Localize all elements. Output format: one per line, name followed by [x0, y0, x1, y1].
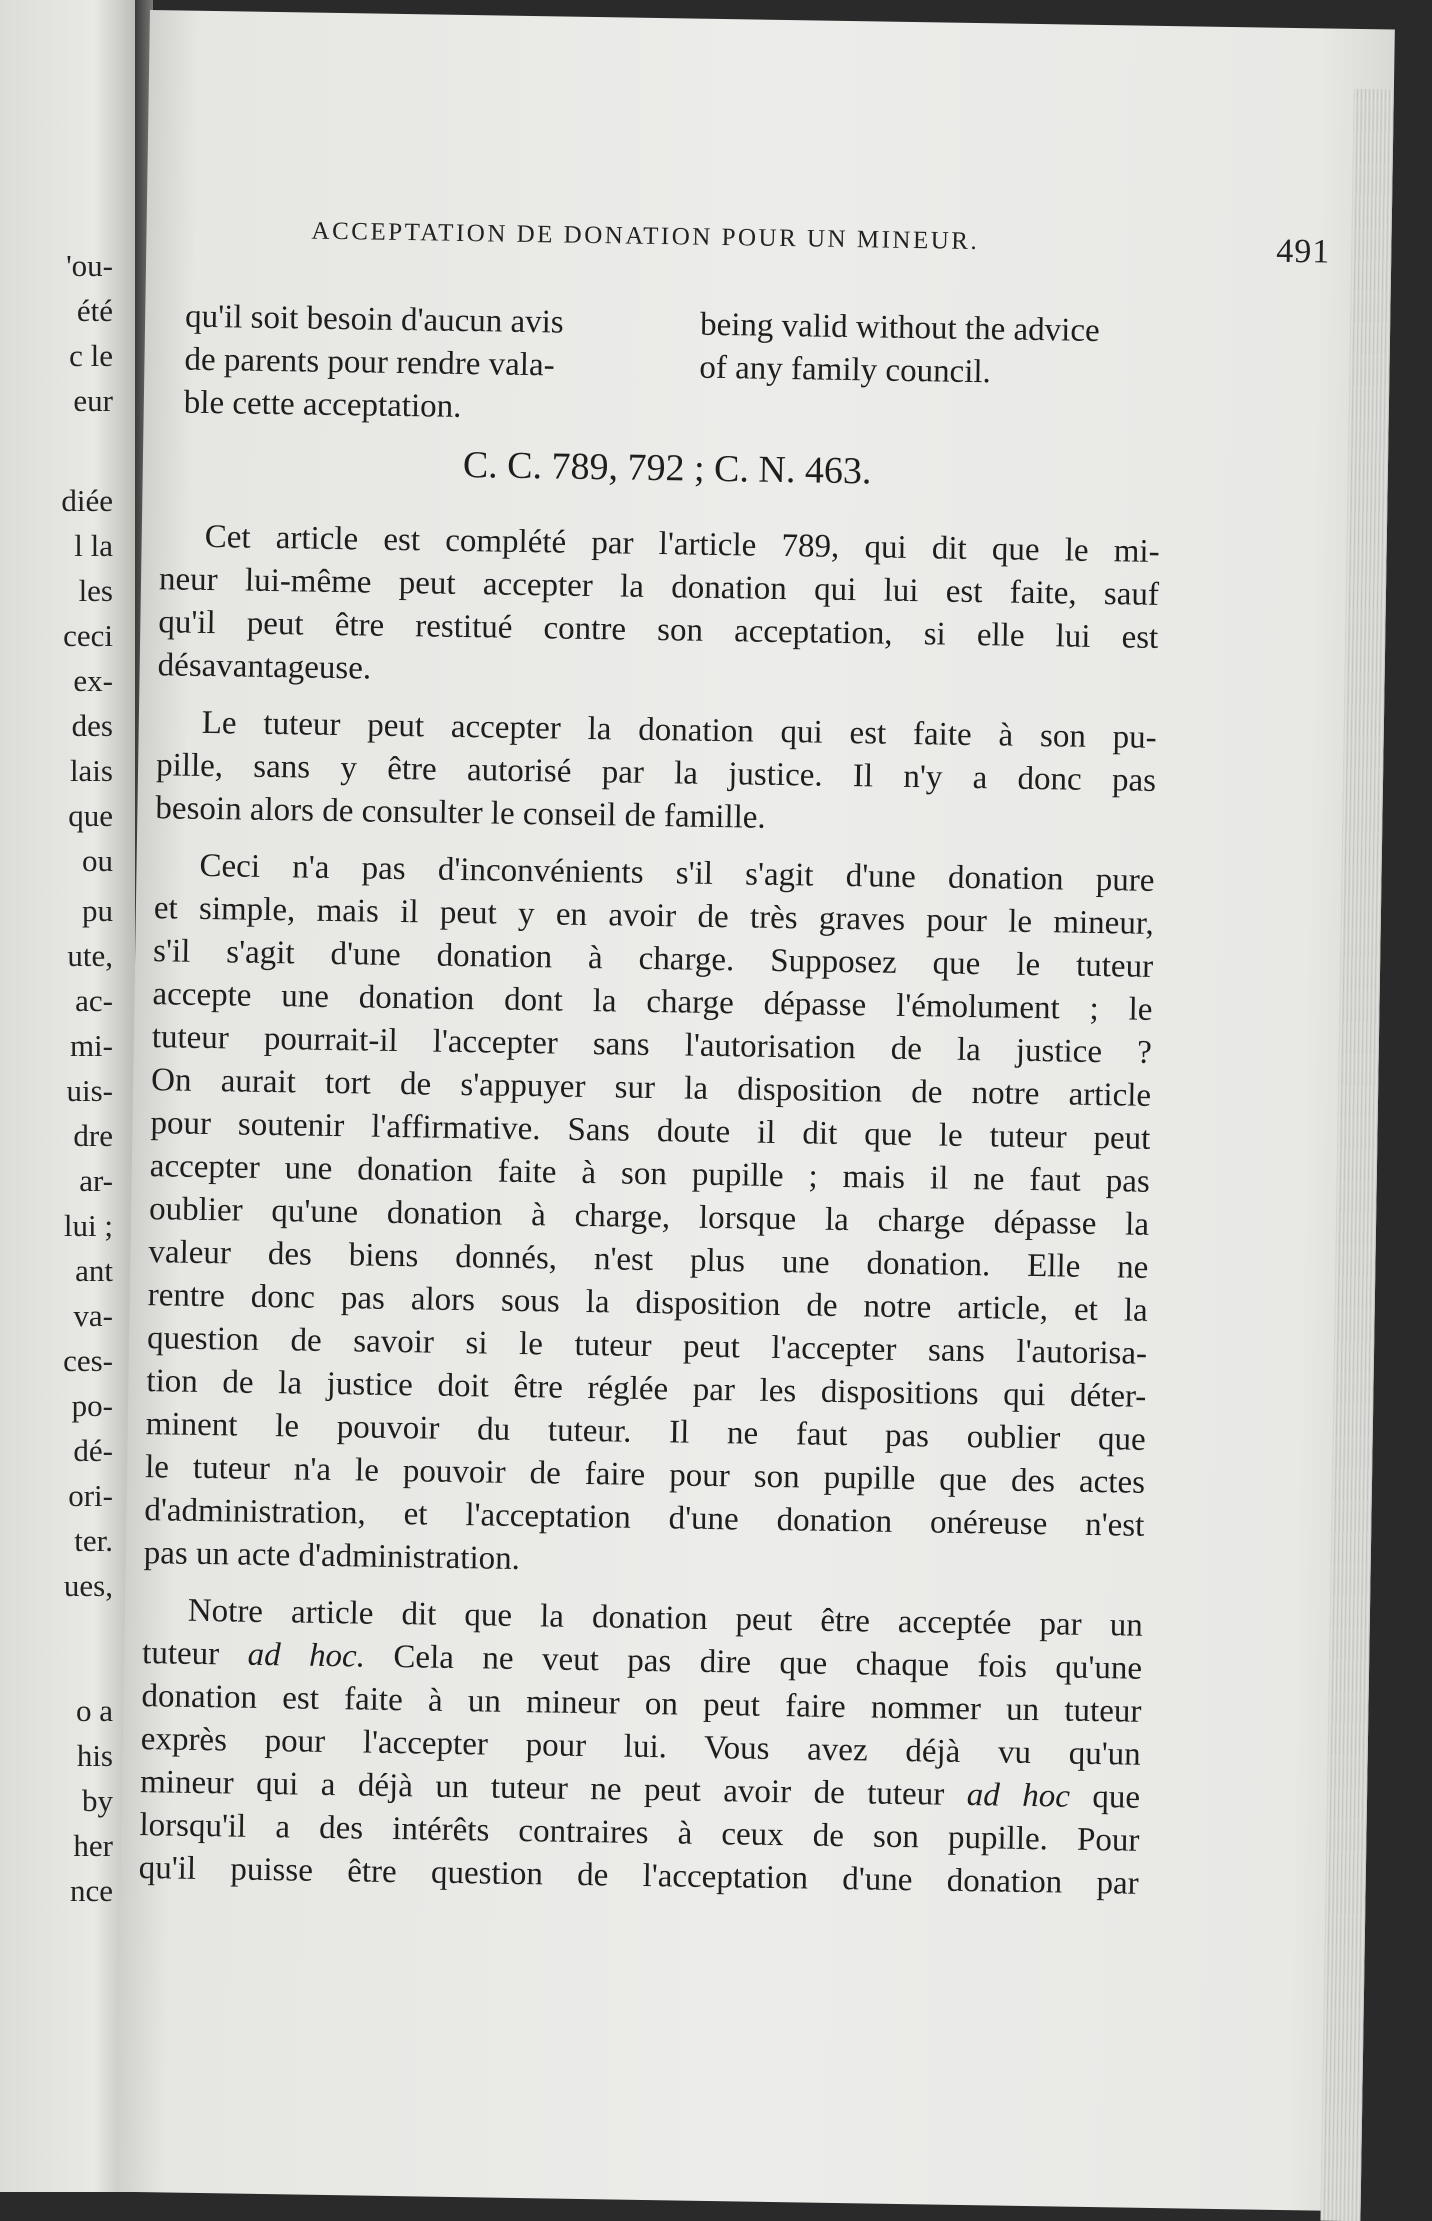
text-line: accepte une donation dont la charge dépasse l'émolument ; le — [152, 976, 1153, 1028]
code-citation: C. C. 789, 792 ; C. N. 463. — [462, 443, 872, 493]
facing-page-fragment: ute, — [67, 938, 113, 973]
text-line: question de savoir si le tuteur peut l'accepter sans l'autorisa- — [146, 1320, 1148, 1372]
text-line: Notre article dit que la donation peut être acceptée par un — [187, 1592, 1144, 1644]
text-line: pour soutenir l'affirmative. Sans doute il dit que le tuteur peut — [150, 1105, 1151, 1157]
facing-page-fragment: l la — [74, 528, 113, 563]
running-header — [311, 217, 1331, 271]
facing-page-fragment: lui ; — [63, 1208, 113, 1243]
facing-page-fragment: va- — [73, 1298, 113, 1333]
facing-page-fragment: les — [78, 573, 113, 608]
english-line: being valid without the advice — [699, 306, 1100, 349]
facing-page-fragment: dre — [73, 1118, 113, 1153]
text-line: qu'il peut être restitué contre son acceptation, si elle lui est — [158, 604, 1159, 656]
text-line: désavantageuse. — [157, 647, 372, 687]
text-line: Ceci n'a pas d'inconvénients s'il s'agit d'une donation pure — [199, 847, 1155, 899]
french-line: ble cette acceptation. — [183, 384, 462, 425]
facing-page-fragment: ces- — [63, 1343, 113, 1378]
facing-page-fragment: eur — [73, 383, 113, 418]
facing-page-fragment: po- — [71, 1388, 113, 1423]
text-line: accepter une donation faite à son pupille ; mais il ne faut pas — [149, 1148, 1150, 1200]
text-run: tuteur — [141, 1635, 248, 1673]
paragraph — [143, 844, 1154, 1591]
facing-page-fragment: été — [76, 293, 113, 328]
facing-page-fragment: 'ou- — [66, 248, 113, 283]
text-line: pas un acte d'administration. — [143, 1535, 521, 1577]
italic-term: ad hoc — [966, 1777, 1071, 1815]
facing-page-fragment: que — [68, 798, 113, 833]
text-line: rentre donc pas alors sous la disposition de notre article, et la — [147, 1277, 1148, 1329]
facing-page-fragment: ou — [82, 843, 113, 878]
text-line: le tuteur n'a le pouvoir de faire pour son pupille que des actes — [144, 1449, 1146, 1501]
paragraph — [157, 515, 1160, 703]
text-line: Le tuteur peut accepter la donation qui est faite à son pu- — [201, 704, 1157, 756]
text-run: que — [1069, 1778, 1141, 1816]
paragraph — [155, 701, 1157, 846]
running-title: ACCEPTATION DE DONATION POUR UN MINEUR. — [311, 217, 980, 256]
facing-page-fragment: ac- — [75, 983, 113, 1018]
facing-page-fragment: ceci — [63, 618, 113, 653]
english-line: of any family council. — [699, 349, 992, 391]
facing-page-fragment: uis- — [66, 1073, 113, 1108]
text-line: tuteur pourrait-il l'accepter sans l'autorisation de la justice ? — [151, 1019, 1153, 1071]
book-page — [116, 10, 1395, 2211]
facing-page-fragment: o a — [75, 1693, 113, 1728]
text-run: Cela ne veut pas dire que chaque fois qu'une — [364, 1638, 1143, 1687]
facing-page-fragment: ant — [75, 1253, 113, 1288]
french-line: qu'il soit besoin d'aucun avis — [184, 298, 564, 341]
text-line: Cet article est complété par l'article 789, qui dit que le mi- — [204, 518, 1160, 570]
text-run: mineur qui a déjà un tuteur ne peut avoir de tuteur — [139, 1764, 968, 1814]
page-number: 491 — [1276, 232, 1331, 271]
facing-page-fragment: nce — [69, 1873, 113, 1908]
italic-term: ad hoc. — [247, 1636, 366, 1675]
facing-page-fragment: his — [76, 1738, 113, 1773]
text-line: tion de la justice doit être réglée par les dispositions qui déter- — [146, 1363, 1147, 1415]
facing-page-fragment: des — [71, 708, 113, 743]
text-line: et simple, mais il peut y en avoir de très graves pour le mineur, — [153, 890, 1155, 942]
facing-page-fragment: ar- — [79, 1163, 113, 1198]
text-line: besoin alors de consulter le conseil de famille. — [155, 790, 766, 836]
text-line: oublier qu'une donation à charge, lorsque la charge dépasse la — [148, 1191, 1150, 1243]
article-french-column — [183, 296, 685, 433]
commentary — [138, 515, 1160, 1920]
facing-page-fragment: dé- — [73, 1433, 113, 1468]
text-line: pille, sans y être autorisé par la justice. Il n'y a donc pas — [155, 747, 1157, 799]
french-line: de parents pour rendre vala- — [184, 341, 555, 384]
text-line: lorsqu'il a des intérêts contraires à ceux de son pupille. Pour — [139, 1807, 1140, 1859]
text-line: donation est faite à un mineur on peut faire nommer un tuteur — [141, 1678, 1142, 1730]
paragraph — [138, 1589, 1143, 1906]
text-line: On aurait tort de s'appuyer sur la disposition de notre article — [150, 1062, 1152, 1114]
text-line: qu'il puisse être question de l'acceptation d'une donation par — [138, 1850, 1139, 1902]
facing-page-fragment: mi- — [69, 1028, 113, 1063]
facing-page-fragment: ex- — [73, 663, 113, 698]
text-line: neur lui-même peut accepter la donation qui lui est faite, sauf — [158, 561, 1160, 613]
facing-page-fragment: diée — [61, 483, 113, 518]
facing-page-fragment: her — [73, 1828, 113, 1863]
facing-page-fragment: ter. — [74, 1523, 113, 1558]
facing-page-fragment: pu — [82, 893, 113, 928]
facing-page-fragment: lais — [69, 753, 113, 788]
page-stack-edge — [1320, 89, 1393, 2221]
text-line: d'administration, et l'acceptation d'une donation onéreuse n'est — [144, 1492, 1145, 1544]
text-line: exprès pour l'accepter pour lui. Vous avez déjà vu qu'un — [140, 1721, 1141, 1773]
facing-page-fragment: by — [82, 1783, 113, 1818]
text-line: minent le pouvoir du tuteur. Il ne faut pas oublier que — [145, 1406, 1146, 1458]
text-line: s'il s'agit d'une donation à charge. Supposez que le tuteur — [152, 933, 1154, 985]
article-english-column — [699, 304, 1300, 399]
text-line: valeur des biens donnés, n'est plus une donation. Elle ne — [148, 1234, 1149, 1286]
facing-page-edge — [0, 0, 135, 2192]
facing-page-fragment: ues, — [63, 1568, 113, 1603]
facing-page-fragment: ori- — [68, 1478, 113, 1513]
facing-page-fragment: c le — [69, 338, 113, 373]
